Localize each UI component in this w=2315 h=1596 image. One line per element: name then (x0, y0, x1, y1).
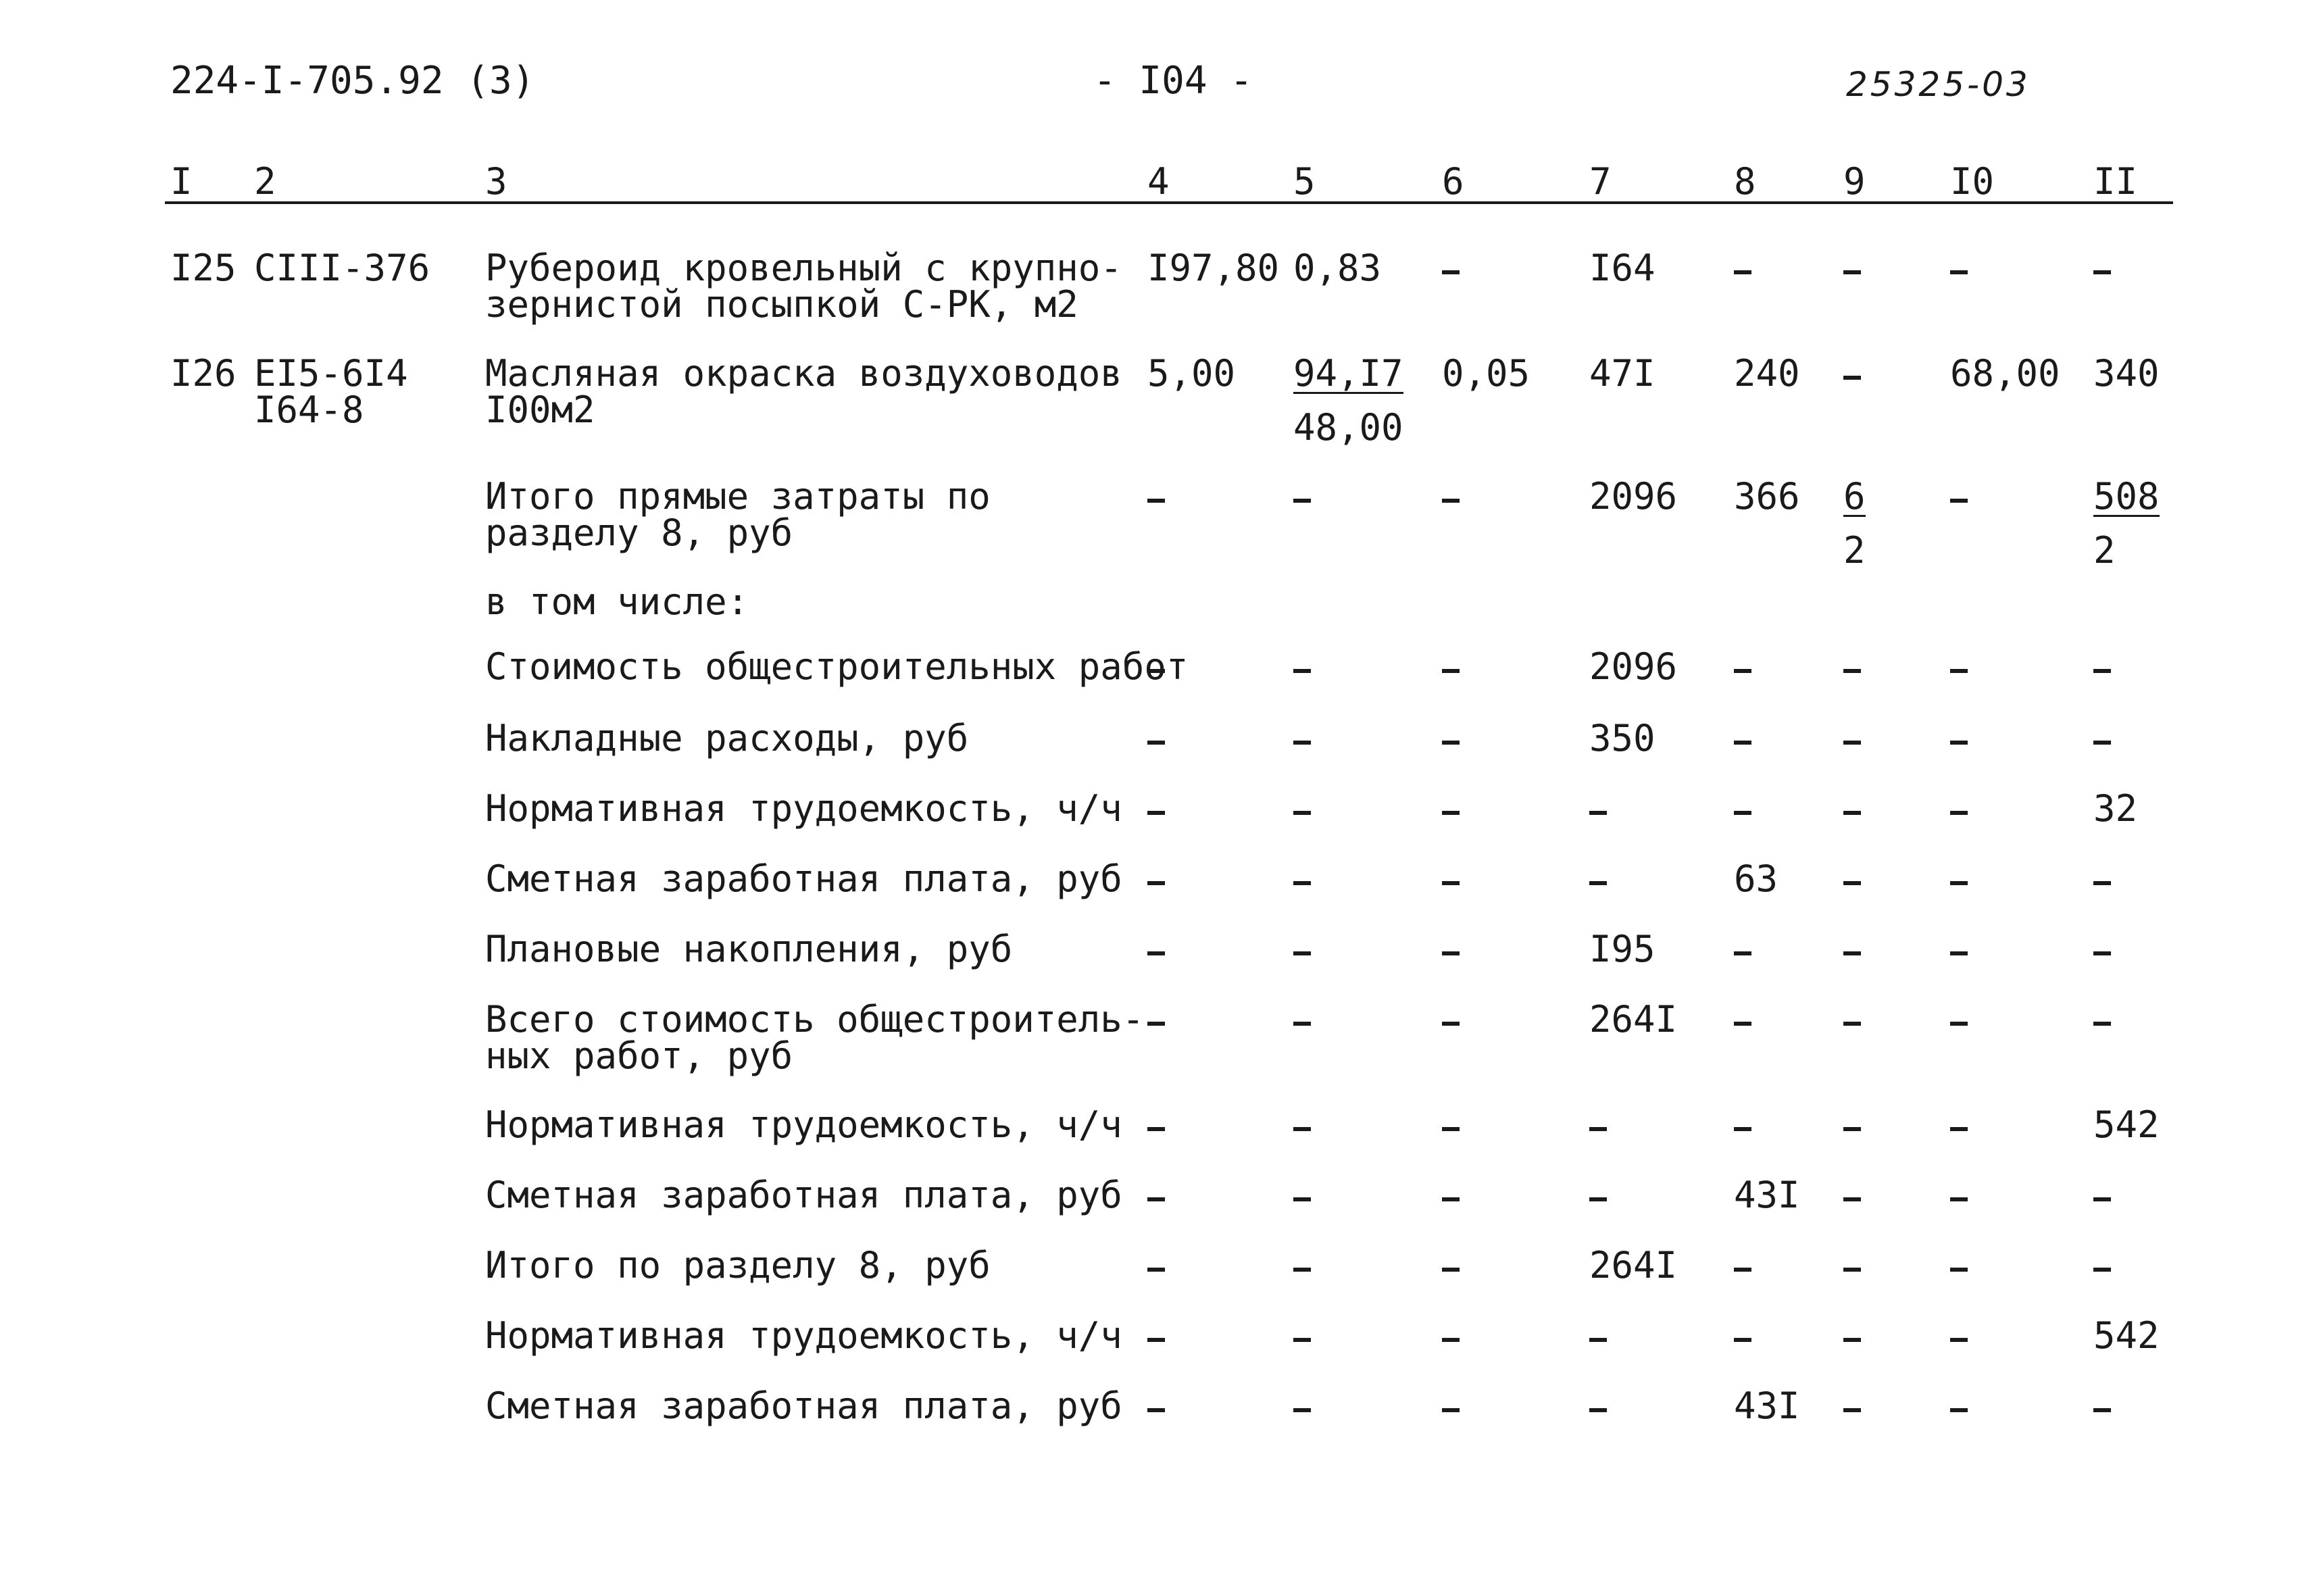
row-name: I00м2 (485, 389, 595, 431)
column-header-10: I0 (1950, 160, 1995, 203)
dash-c7 (1589, 1197, 1607, 1201)
row-number: I25 (170, 247, 237, 289)
cell-c10: 68,00 (1950, 352, 2060, 395)
dash-c8 (1734, 669, 1751, 673)
row-name: разделу 8, руб (485, 512, 793, 554)
dash-c9 (1843, 811, 1861, 815)
dash-c4 (1147, 951, 1165, 955)
dash-c8 (1734, 741, 1751, 745)
column-header-5: 5 (1293, 160, 1316, 203)
row-name: Стоимость общестроительных работ (485, 645, 1189, 688)
dash-c9 (1843, 1197, 1861, 1201)
row-name: Итого прямые затраты по (485, 475, 991, 518)
dash-c5 (1293, 1408, 1311, 1412)
dash-c7 (1589, 881, 1607, 885)
dash-c10 (1950, 1268, 1968, 1272)
cell-c7: 264I (1589, 998, 1678, 1041)
dash-c5 (1293, 499, 1311, 503)
row-name: Рубероид кровельный с крупно- (485, 247, 1122, 289)
dash-c10 (1950, 1127, 1968, 1131)
cell-c11: 32 (2093, 787, 2138, 830)
dash-c11 (2093, 1408, 2111, 1412)
dash-c4 (1147, 741, 1165, 745)
cell-c7: 47I (1589, 352, 1656, 395)
dash-c5 (1293, 1127, 1311, 1131)
dash-c11 (2093, 741, 2111, 745)
dash-c5 (1293, 1338, 1311, 1342)
dash-c8 (1734, 811, 1751, 815)
dash-c11 (2093, 881, 2111, 885)
cell-c5: 0,83 (1293, 247, 1382, 289)
cell-c7: I95 (1589, 928, 1656, 970)
cell-c9-sub: 2 (1843, 529, 1866, 572)
page-number: - I04 - (1093, 59, 1253, 103)
row-code: CIII-376 (254, 247, 430, 289)
row-name: Итого по разделу 8, руб (485, 1244, 991, 1287)
dash-c5 (1293, 881, 1311, 885)
dash-c9 (1843, 669, 1861, 673)
cell-c11: 508 (2093, 475, 2160, 518)
dash-c5 (1293, 1197, 1311, 1201)
dash-c4 (1147, 811, 1165, 815)
dash-c8 (1734, 1127, 1751, 1131)
dash-c6 (1442, 951, 1460, 955)
cell-c5-sub: 48,00 (1293, 406, 1403, 449)
cell-c8: 240 (1734, 352, 1800, 395)
column-header-3: 3 (485, 160, 507, 203)
dash-c10 (1950, 741, 1968, 745)
dash-c5 (1293, 1268, 1311, 1272)
cell-c7: 350 (1589, 717, 1656, 759)
dash-c9 (1843, 270, 1861, 274)
dash-c9 (1843, 881, 1861, 885)
header-rule (165, 201, 2173, 204)
dash-c5 (1293, 1022, 1311, 1026)
dash-c11 (2093, 1268, 2111, 1272)
dash-c5 (1293, 669, 1311, 673)
dash-c10 (1950, 669, 1968, 673)
dash-c7 (1589, 1127, 1607, 1131)
dash-c11 (2093, 270, 2111, 274)
dash-c9 (1843, 1268, 1861, 1272)
cell-c11: 340 (2093, 352, 2160, 395)
dash-c10 (1950, 951, 1968, 955)
dash-c8 (1734, 951, 1751, 955)
cell-c6: 0,05 (1442, 352, 1530, 395)
dash-c11 (2093, 669, 2111, 673)
dash-c6 (1442, 1022, 1460, 1026)
dash-c7 (1589, 1408, 1607, 1412)
dash-c7 (1589, 811, 1607, 815)
row-name: Сметная заработная плата, руб (485, 857, 1122, 900)
dash-c6 (1442, 1268, 1460, 1272)
column-header-8: 8 (1734, 160, 1756, 203)
cell-c5: 94,I7 (1293, 352, 1403, 395)
row-name: Нормативная трудоемкость, ч/ч (485, 1103, 1122, 1146)
row-name: в том числе: (485, 580, 749, 623)
column-header-6: 6 (1442, 160, 1464, 203)
cell-c8: 63 (1734, 857, 1778, 900)
dash-c6 (1442, 1197, 1460, 1201)
column-header-7: 7 (1589, 160, 1612, 203)
dash-c10 (1950, 1022, 1968, 1026)
dash-c4 (1147, 1022, 1165, 1026)
dash-c6 (1442, 1408, 1460, 1412)
row-number: I26 (170, 352, 237, 395)
row-name: зернистой посыпкой С-РК, м2 (485, 283, 1078, 326)
dash-c4 (1147, 1197, 1165, 1201)
archive-number: 25325-03 (1846, 65, 2031, 104)
cell-c7: 2096 (1589, 645, 1678, 688)
row-name: Сметная заработная плата, руб (485, 1385, 1122, 1427)
document-code: 224-I-705.92 (3) (170, 59, 535, 103)
dash-c5 (1293, 811, 1311, 815)
row-name: Нормативная трудоемкость, ч/ч (485, 1314, 1122, 1357)
dash-c4 (1147, 1338, 1165, 1342)
column-header-11: II (2093, 160, 2138, 203)
dash-c11 (2093, 951, 2111, 955)
row-name: Нормативная трудоемкость, ч/ч (485, 787, 1122, 830)
cell-c4: 5,00 (1147, 352, 1236, 395)
dash-c9 (1843, 1127, 1861, 1131)
dash-c9 (1843, 1022, 1861, 1026)
dash-c5 (1293, 741, 1311, 745)
dash-c8 (1734, 1268, 1751, 1272)
dash-c10 (1950, 1408, 1968, 1412)
row-name: Накладные расходы, руб (485, 717, 969, 759)
row-name: ных работ, руб (485, 1034, 793, 1077)
cell-c11: 542 (2093, 1314, 2160, 1357)
row-name: Сметная заработная плата, руб (485, 1174, 1122, 1216)
cell-c7: 264I (1589, 1244, 1678, 1287)
cell-c9: 6 (1843, 475, 1866, 518)
dash-c9 (1843, 1338, 1861, 1342)
dash-c4 (1147, 1408, 1165, 1412)
cell-c4: I97,80 (1147, 247, 1280, 289)
dash-c6 (1442, 881, 1460, 885)
row-code: EI5-6I4 (254, 352, 408, 395)
column-header-1: I (170, 160, 193, 203)
dash-c9 (1843, 376, 1861, 380)
dash-c9 (1843, 741, 1861, 745)
dash-c10 (1950, 270, 1968, 274)
dash-c10 (1950, 811, 1968, 815)
cell-c11-sub: 2 (2093, 529, 2116, 572)
dash-c4 (1147, 669, 1165, 673)
dash-c6 (1442, 811, 1460, 815)
dash-c9 (1843, 951, 1861, 955)
dash-c4 (1147, 881, 1165, 885)
dash-c6 (1442, 270, 1460, 274)
dash-c8 (1734, 1022, 1751, 1026)
row-name: Всего стоимость общестроитель- (485, 998, 1145, 1041)
dash-c7 (1589, 1338, 1607, 1342)
dash-c11 (2093, 1022, 2111, 1026)
dash-c6 (1442, 1127, 1460, 1131)
dash-c6 (1442, 1338, 1460, 1342)
dash-c4 (1147, 1268, 1165, 1272)
cell-c7: I64 (1589, 247, 1656, 289)
column-header-9: 9 (1843, 160, 1866, 203)
dash-c10 (1950, 1338, 1968, 1342)
cell-c8: 366 (1734, 475, 1800, 518)
dash-c6 (1442, 741, 1460, 745)
row-name: Масляная окраска воздуховодов (485, 352, 1122, 395)
row-name: Плановые накопления, руб (485, 928, 1013, 970)
dash-c10 (1950, 499, 1968, 503)
dash-c4 (1147, 499, 1165, 503)
dash-c6 (1442, 669, 1460, 673)
dash-c4 (1147, 1127, 1165, 1131)
dash-c9 (1843, 1408, 1861, 1412)
column-header-4: 4 (1147, 160, 1170, 203)
dash-c11 (2093, 1197, 2111, 1201)
cell-c8: 43I (1734, 1385, 1800, 1427)
cell-c7: 2096 (1589, 475, 1678, 518)
dash-c6 (1442, 499, 1460, 503)
dash-c5 (1293, 951, 1311, 955)
dash-c10 (1950, 1197, 1968, 1201)
row-code: I64-8 (254, 389, 364, 431)
dash-c8 (1734, 270, 1751, 274)
cell-c11: 542 (2093, 1103, 2160, 1146)
dash-c8 (1734, 1338, 1751, 1342)
dash-c10 (1950, 881, 1968, 885)
cell-c8: 43I (1734, 1174, 1800, 1216)
column-header-2: 2 (254, 160, 276, 203)
